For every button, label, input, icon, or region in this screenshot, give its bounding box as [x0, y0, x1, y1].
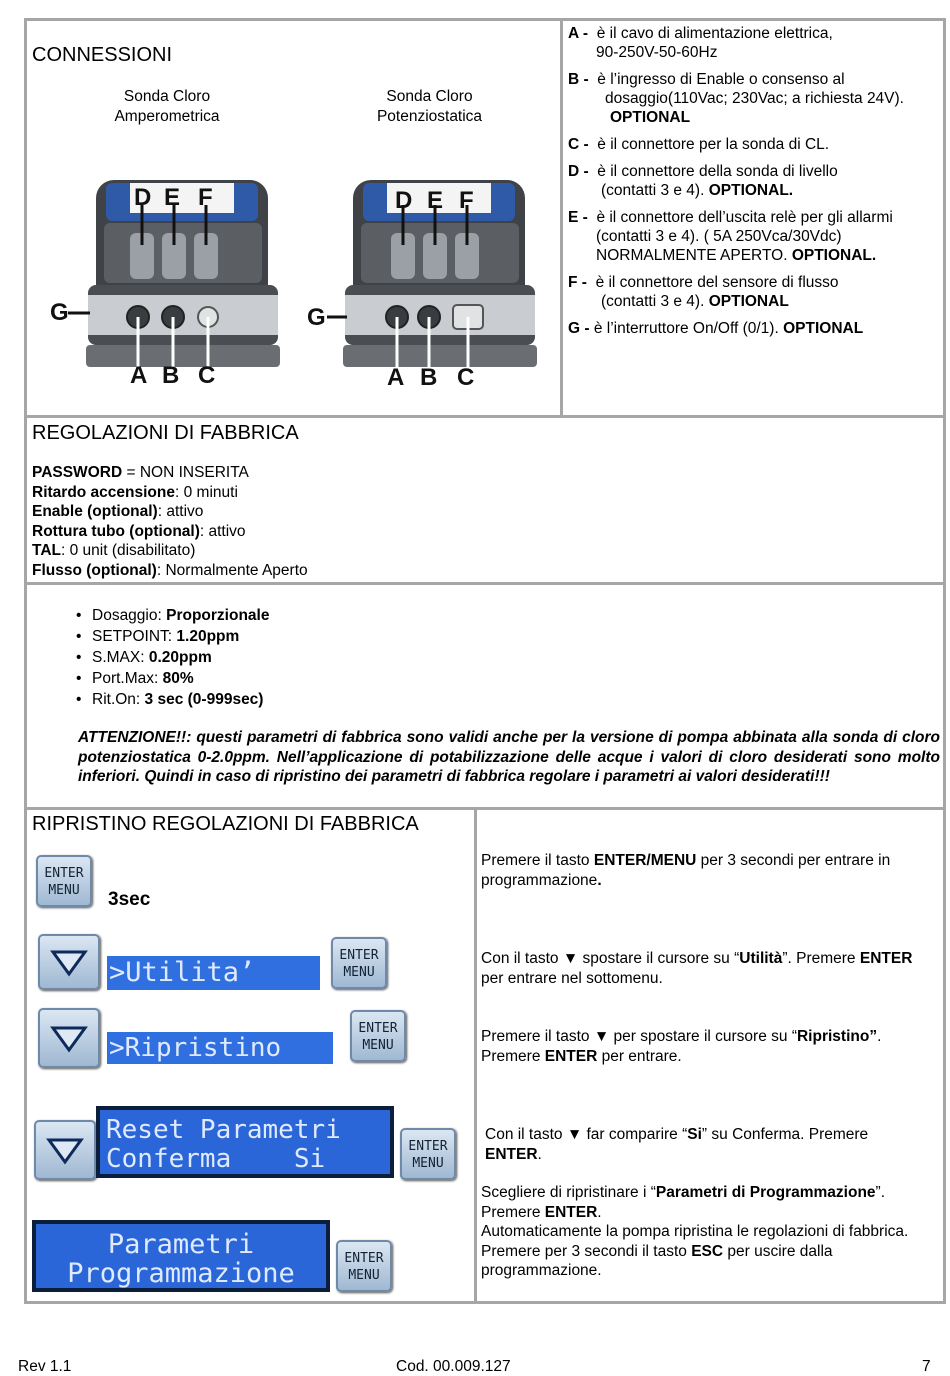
- factory-settings-list: [32, 463, 308, 581]
- hold-duration-label: 3sec: [108, 889, 151, 910]
- legend-c: C - è il connettore per la sonda di CL.: [568, 136, 830, 153]
- connessioni-divider: [560, 18, 563, 418]
- letter-c: C: [198, 362, 216, 389]
- letter-a: A: [130, 362, 148, 389]
- connessioni-title: CONNESSIONI: [32, 44, 173, 66]
- legend-f: F - è il connettore del sensore di flusso (contatti 3 e 4). OPTIONAL: [568, 274, 839, 310]
- letter-e: E: [427, 187, 444, 214]
- footer-revision: Rev 1.1: [18, 1358, 72, 1375]
- pump-amperometrica-image: [48, 175, 288, 390]
- enter-menu-button[interactable]: ENTER MENU: [350, 1010, 406, 1062]
- parameter-bullets: [46, 605, 269, 710]
- letter-e: E: [164, 184, 181, 211]
- step-5-text: Scegliere di ripristinare i “Parametri di Programmazione”. Premere ENTER. Automaticamente la pompa ripristina le regolazioni di fabbrica. Premere per 3 secondi il tasto ESC per uscire dalla programmazione.: [481, 1184, 909, 1280]
- bullet-item: • Port.Max: 80%: [46, 668, 269, 689]
- enter-menu-button[interactable]: ENTER MENU: [336, 1240, 392, 1292]
- legend-b: B - è l’ingresso di Enable o consenso al dosaggio(110Vac; 230Vac; a richiesta 24V). OPTIONAL: [568, 71, 904, 126]
- letter-g: G: [307, 304, 326, 331]
- enter-menu-button[interactable]: ENTER MENU: [36, 855, 92, 907]
- bullet-item: • Dosaggio: Proporzionale: [46, 605, 269, 626]
- setting-row: Ritardo accensione: 0 minuti: [32, 483, 238, 501]
- bullet-item: • S.MAX: 0.20ppm: [46, 647, 269, 668]
- down-arrow-button[interactable]: [34, 1120, 96, 1180]
- setting-row: Enable (optional): attivo: [32, 503, 204, 521]
- pump-potenziostatica-image: [305, 175, 545, 390]
- regolazioni-title: REGOLAZIONI DI FABBRICA: [32, 422, 299, 444]
- letter-f: F: [198, 184, 213, 211]
- footer-code: Cod. 00.009.127: [396, 1358, 511, 1375]
- step-1-text: Premere il tasto ENTER/MENU per 3 secondi per entrare in programmazione.: [481, 852, 891, 889]
- letter-a: A: [387, 364, 405, 390]
- bullet-item: • SETPOINT: 1.20ppm: [46, 626, 269, 647]
- letter-g: G: [50, 299, 69, 326]
- letter-c: C: [457, 364, 475, 390]
- lcd-reset-parametri: Reset Parametri Conferma Si: [96, 1106, 394, 1178]
- probe-potenziostatica-label: Sonda Cloro Potenziostatica: [376, 88, 483, 125]
- setting-row: Rottura tubo (optional): attivo: [32, 522, 246, 540]
- warning-text: ATTENZIONE!!: questi parametri di fabbrica sono validi anche per la versione di pompa abbinata alla sonda di cloro potenziostatica 0-2.0ppm. Nell’applicazione di potabilizzazione delle acque i valori di cloro desiderati sono molto inferiori. Quindi in caso di ripristino dei parametri di fabbrica regolare i parametri ai valori desiderati!!!: [78, 729, 940, 786]
- setting-row: TAL: 0 unit (disabilitato): [32, 542, 196, 560]
- footer-page-number: 7: [922, 1358, 931, 1375]
- legend-d: D - è il connettore della sonda di livello (contatti 3 e 4). OPTIONAL.: [568, 163, 838, 199]
- enter-menu-button[interactable]: ENTER MENU: [331, 937, 387, 989]
- down-arrow-icon: [40, 1010, 98, 1066]
- setting-row: Flusso (optional): Normalmente Aperto: [32, 561, 308, 579]
- enter-menu-button[interactable]: ENTER MENU: [400, 1128, 456, 1180]
- legend-g: G - è l’interruttore On/Off (0/1). OPTIONAL: [568, 320, 864, 337]
- down-arrow-button[interactable]: [38, 1008, 100, 1068]
- lcd-ripristino: >Ripristino: [107, 1032, 333, 1064]
- ripristino-title: RIPRISTINO REGOLAZIONI DI FABBRICA: [32, 813, 419, 835]
- down-arrow-icon: [40, 936, 98, 988]
- connections-legend: [568, 24, 940, 346]
- bullet-item: • Rit.On: 3 sec (0-999sec): [46, 689, 269, 710]
- letter-d: D: [134, 184, 152, 211]
- letter-f: F: [459, 187, 474, 214]
- down-arrow-icon: [36, 1122, 94, 1178]
- step-3-text: Premere il tasto ▼ per spostare il cursore su “Ripristino”. Premere ENTER per entrare.: [481, 1028, 882, 1065]
- probe-amperometrica-label: Sonda Cloro Amperometrica: [114, 88, 220, 125]
- setting-row: PASSWORD = NON INSERITA: [32, 464, 249, 481]
- lcd-utilita: >Utilita’: [107, 956, 320, 990]
- letter-b: B: [162, 362, 180, 389]
- legend-e: E - è il connettore dell’uscita relè per gli allarmi (contatti 3 e 4). ( 5A 250Vca/30Vdc) NORMALMENTE APERTO. OPTIONAL.: [568, 209, 893, 264]
- step-2-text: Con il tasto ▼ spostare il cursore su “Utilità”. Premere ENTER per entrare nel sottomenu.: [481, 950, 913, 987]
- lcd-parametri-programmazione: Parametri Programmazione: [32, 1220, 330, 1292]
- legend-a: A - è il cavo di alimentazione elettrica, 90-250V-50-60Hz: [568, 25, 833, 61]
- step-4-text: Con il tasto ▼ far comparire “Si” su Conferma. Premere ENTER.: [485, 1126, 869, 1163]
- down-arrow-button[interactable]: [38, 934, 100, 990]
- letter-b: B: [420, 364, 438, 390]
- letter-d: D: [395, 187, 413, 214]
